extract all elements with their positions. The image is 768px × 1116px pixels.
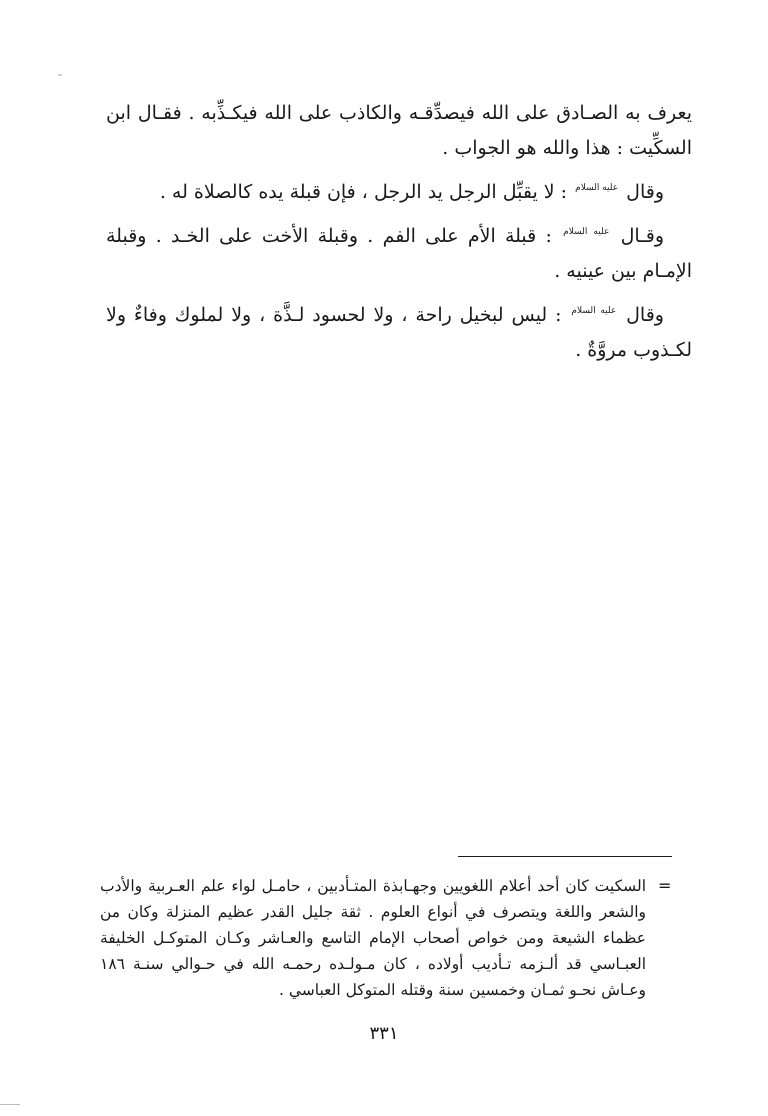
paragraph-2 xyxy=(106,171,692,210)
page-number: ٣٣١ xyxy=(369,1023,399,1044)
paragraph-2-body: : لا يقبِّل الرجل يد الرجل ، فإن قبلة يده كالصلاة له . xyxy=(159,181,568,203)
paragraph-4-body: : ليس لبخيل راحة ، ولا لحسود لـذَّة ، ولا لملوك وفاءٌ ولا لكـذوب مروَّةٌ . xyxy=(106,304,692,361)
paragraph-4 xyxy=(106,294,692,368)
honorific-glyph: عليه السلام xyxy=(571,306,617,316)
paragraph-4-lead: وقال xyxy=(626,304,664,326)
paragraph-3-body: : قبلة الأم على الفم . وقبلة الأخت على الخـد . وقبلة الإمـام بين عينيه . xyxy=(106,225,692,282)
paragraph-3 xyxy=(106,215,692,289)
honorific-glyph: عليه السلام xyxy=(575,183,619,193)
paragraph-3-lead: وقـال xyxy=(620,225,664,247)
scan-speck xyxy=(58,74,62,76)
main-text-block xyxy=(106,96,692,373)
footnote-text: السكيت كان أحد أعلام اللغويين وجهـابذة المتـأدبين ، حامـل لواء علم العـربية والأدب والشعر واللغة ويتصرف في أنواع العلوم . ثقة جليل القدر عظيم المنزلة وكان من عظماء الشيعة ومن خواص أصحاب الإمام التاسع والعـاشر وكـان المتوكـل الخليفة العبـاسي قد ألـزمه تـأديب أولاده ، كان مـولـده رحمـه الله في حـوالي سنـة ١٨٦ وعـاش نحـو ثمـان وخمسين سنة وقتله المتوكل العباسي . xyxy=(100,877,647,999)
footnote-continuation-marker: = xyxy=(658,876,672,895)
paragraph-2-lead: وقال xyxy=(626,181,664,203)
paragraph-1: يعرف به الصـادق على الله فيصدِّقـه والكاذب على الله فيكـذِّبه . فقـال ابن السكِّيت : هذا والله هو الجواب . xyxy=(106,102,692,159)
honorific-glyph: عليه السلام xyxy=(563,227,610,237)
scan-edge-line xyxy=(0,1104,20,1105)
footnote-separator xyxy=(458,856,672,857)
